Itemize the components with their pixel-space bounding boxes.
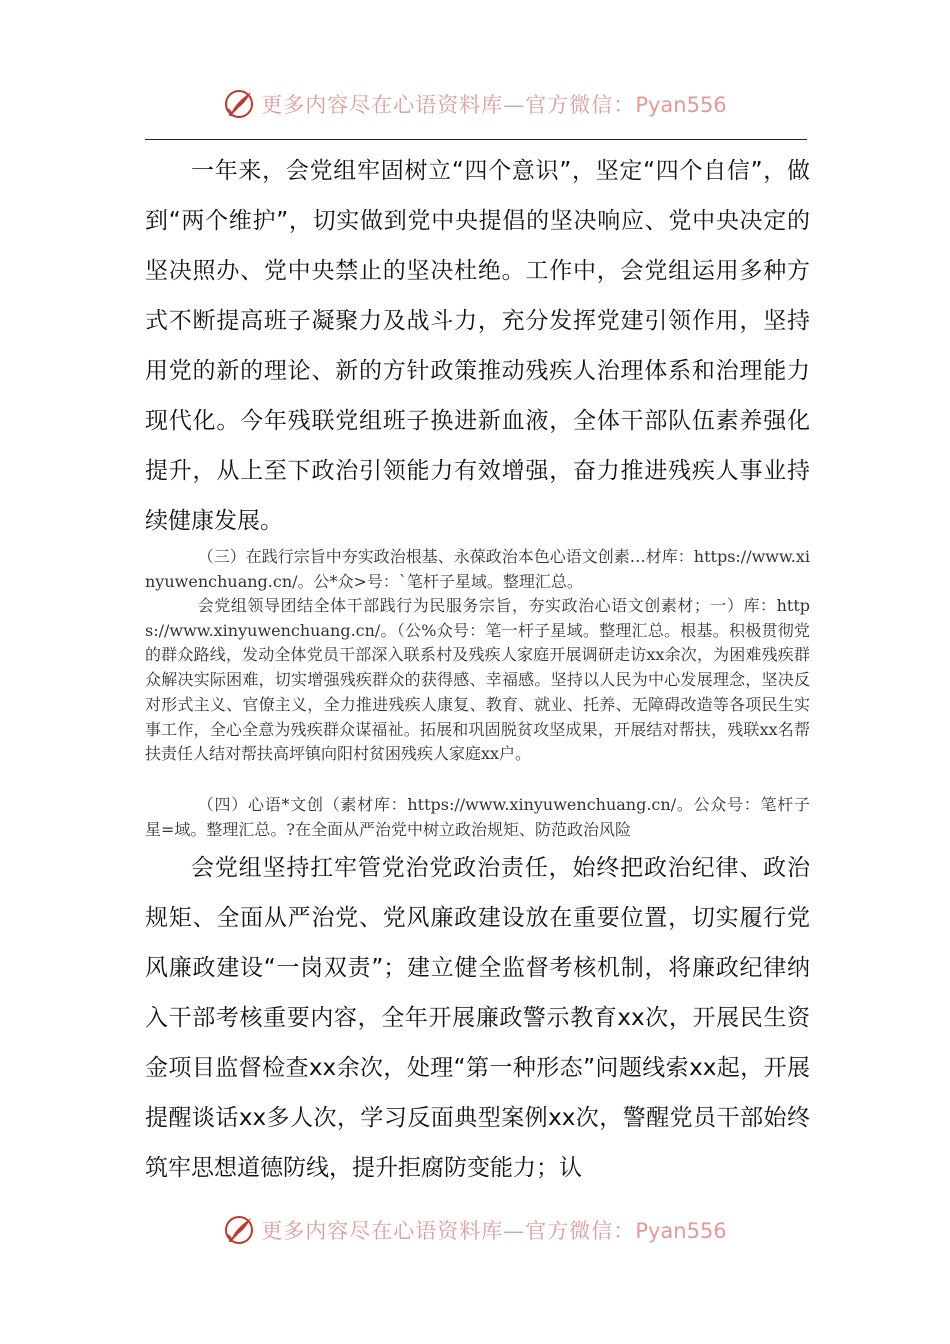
body-paragraph-2: 会党组坚持扛牢管党治党政治责任，始终把政治纪律、政治规矩、全面从严治党、党风廉政建设放在重要位置，切实履行党风廉政建设“一岗双责”；建立健全监督考核机制，将廉政纪律纳入干部考核重要内容，全年开展廉政警示教育xx次，开展民生资金项目监督检查xx余次，处理“第一种形态”问题线索xx起，开展提醒谈话xx多人次，学习反面典型案例xx次，警醒党员干部始终筑牢思想道德防线，提升拒腐防变能力；认 — [145, 855, 810, 1181]
quill-logo-icon — [223, 1213, 257, 1247]
section-heading-3: （三）在践行宗旨中夯实政治根基、永葆政治本色心语文创素…材库：https://www.xinyuwenchuang.cn/。公*众>号：`笔杆子星域。整理汇总。 — [145, 547, 811, 591]
footer-banner — [0, 1210, 950, 1250]
section-body-3: 会党组领导团结全体干部践行为民服务宗旨，夯实政治心语文创素材；一）库：https://www.xinyuwenchuang.cn/。（公%众号：笔一杆子星域。整理汇总。根基。积极贯彻党的群众路线，发动全体党员干部深入联系村及残疾人家庭开展调研走访xx余次，为困难残疾群众解决实际困难，切实增强残疾群众的获得感、幸福感。坚持以人民为中心发展理念，坚决反对形式主义、官僚主义，全力推进残疾人康复、教育、就业、托养、无障碍改造等各项民生实事工作，全心全意为残疾群众谋福祉。拓展和巩固脱贫攻坚成果，开展结对帮扶，残联xx名帮扶责任人结对帮扶高坪镇向阳村贫困残疾人家庭xx户。 — [145, 596, 810, 764]
banner-text: 更多内容尽在心语资料库—官方微信：Pyan556 — [261, 1219, 727, 1243]
body-paragraph-1: 一年来，会党组牢固树立“四个意识”，坚定“四个自信”，做到“两个维护”，切实做到党中央提倡的坚决响应、党中央决定的坚决照办、党中央禁止的坚决杜绝。工作中，会党组运用多种方式不断提高班子凝聚力及战斗力，充分发挥党建引领作用，坚持用党的新的理论、新的方针政策推动残疾人治理体系和治理能力现代化。今年残联党组班子换进新血液，全体干部队伍素养强化提升，从上至下政治引领能力有效增强，奋力推进残疾人事业持续健康发展。 — [145, 158, 810, 534]
banner-text: 更多内容尽在心语资料库—官方微信：Pyan556 — [261, 93, 727, 117]
quill-logo-icon — [223, 87, 257, 121]
header-divider — [145, 139, 807, 140]
wechat-handle: Pyan556 — [635, 1219, 727, 1243]
header-banner — [0, 84, 950, 124]
wechat-handle: Pyan556 — [635, 93, 727, 117]
section-heading-4: （四）心语*文创（素材库：https://www.xinyuwenchuang.cn/。公众号：笔杆子星=域。整理汇总。?在全面从严治党中树立政治规矩、防范政治风险 — [145, 795, 810, 839]
